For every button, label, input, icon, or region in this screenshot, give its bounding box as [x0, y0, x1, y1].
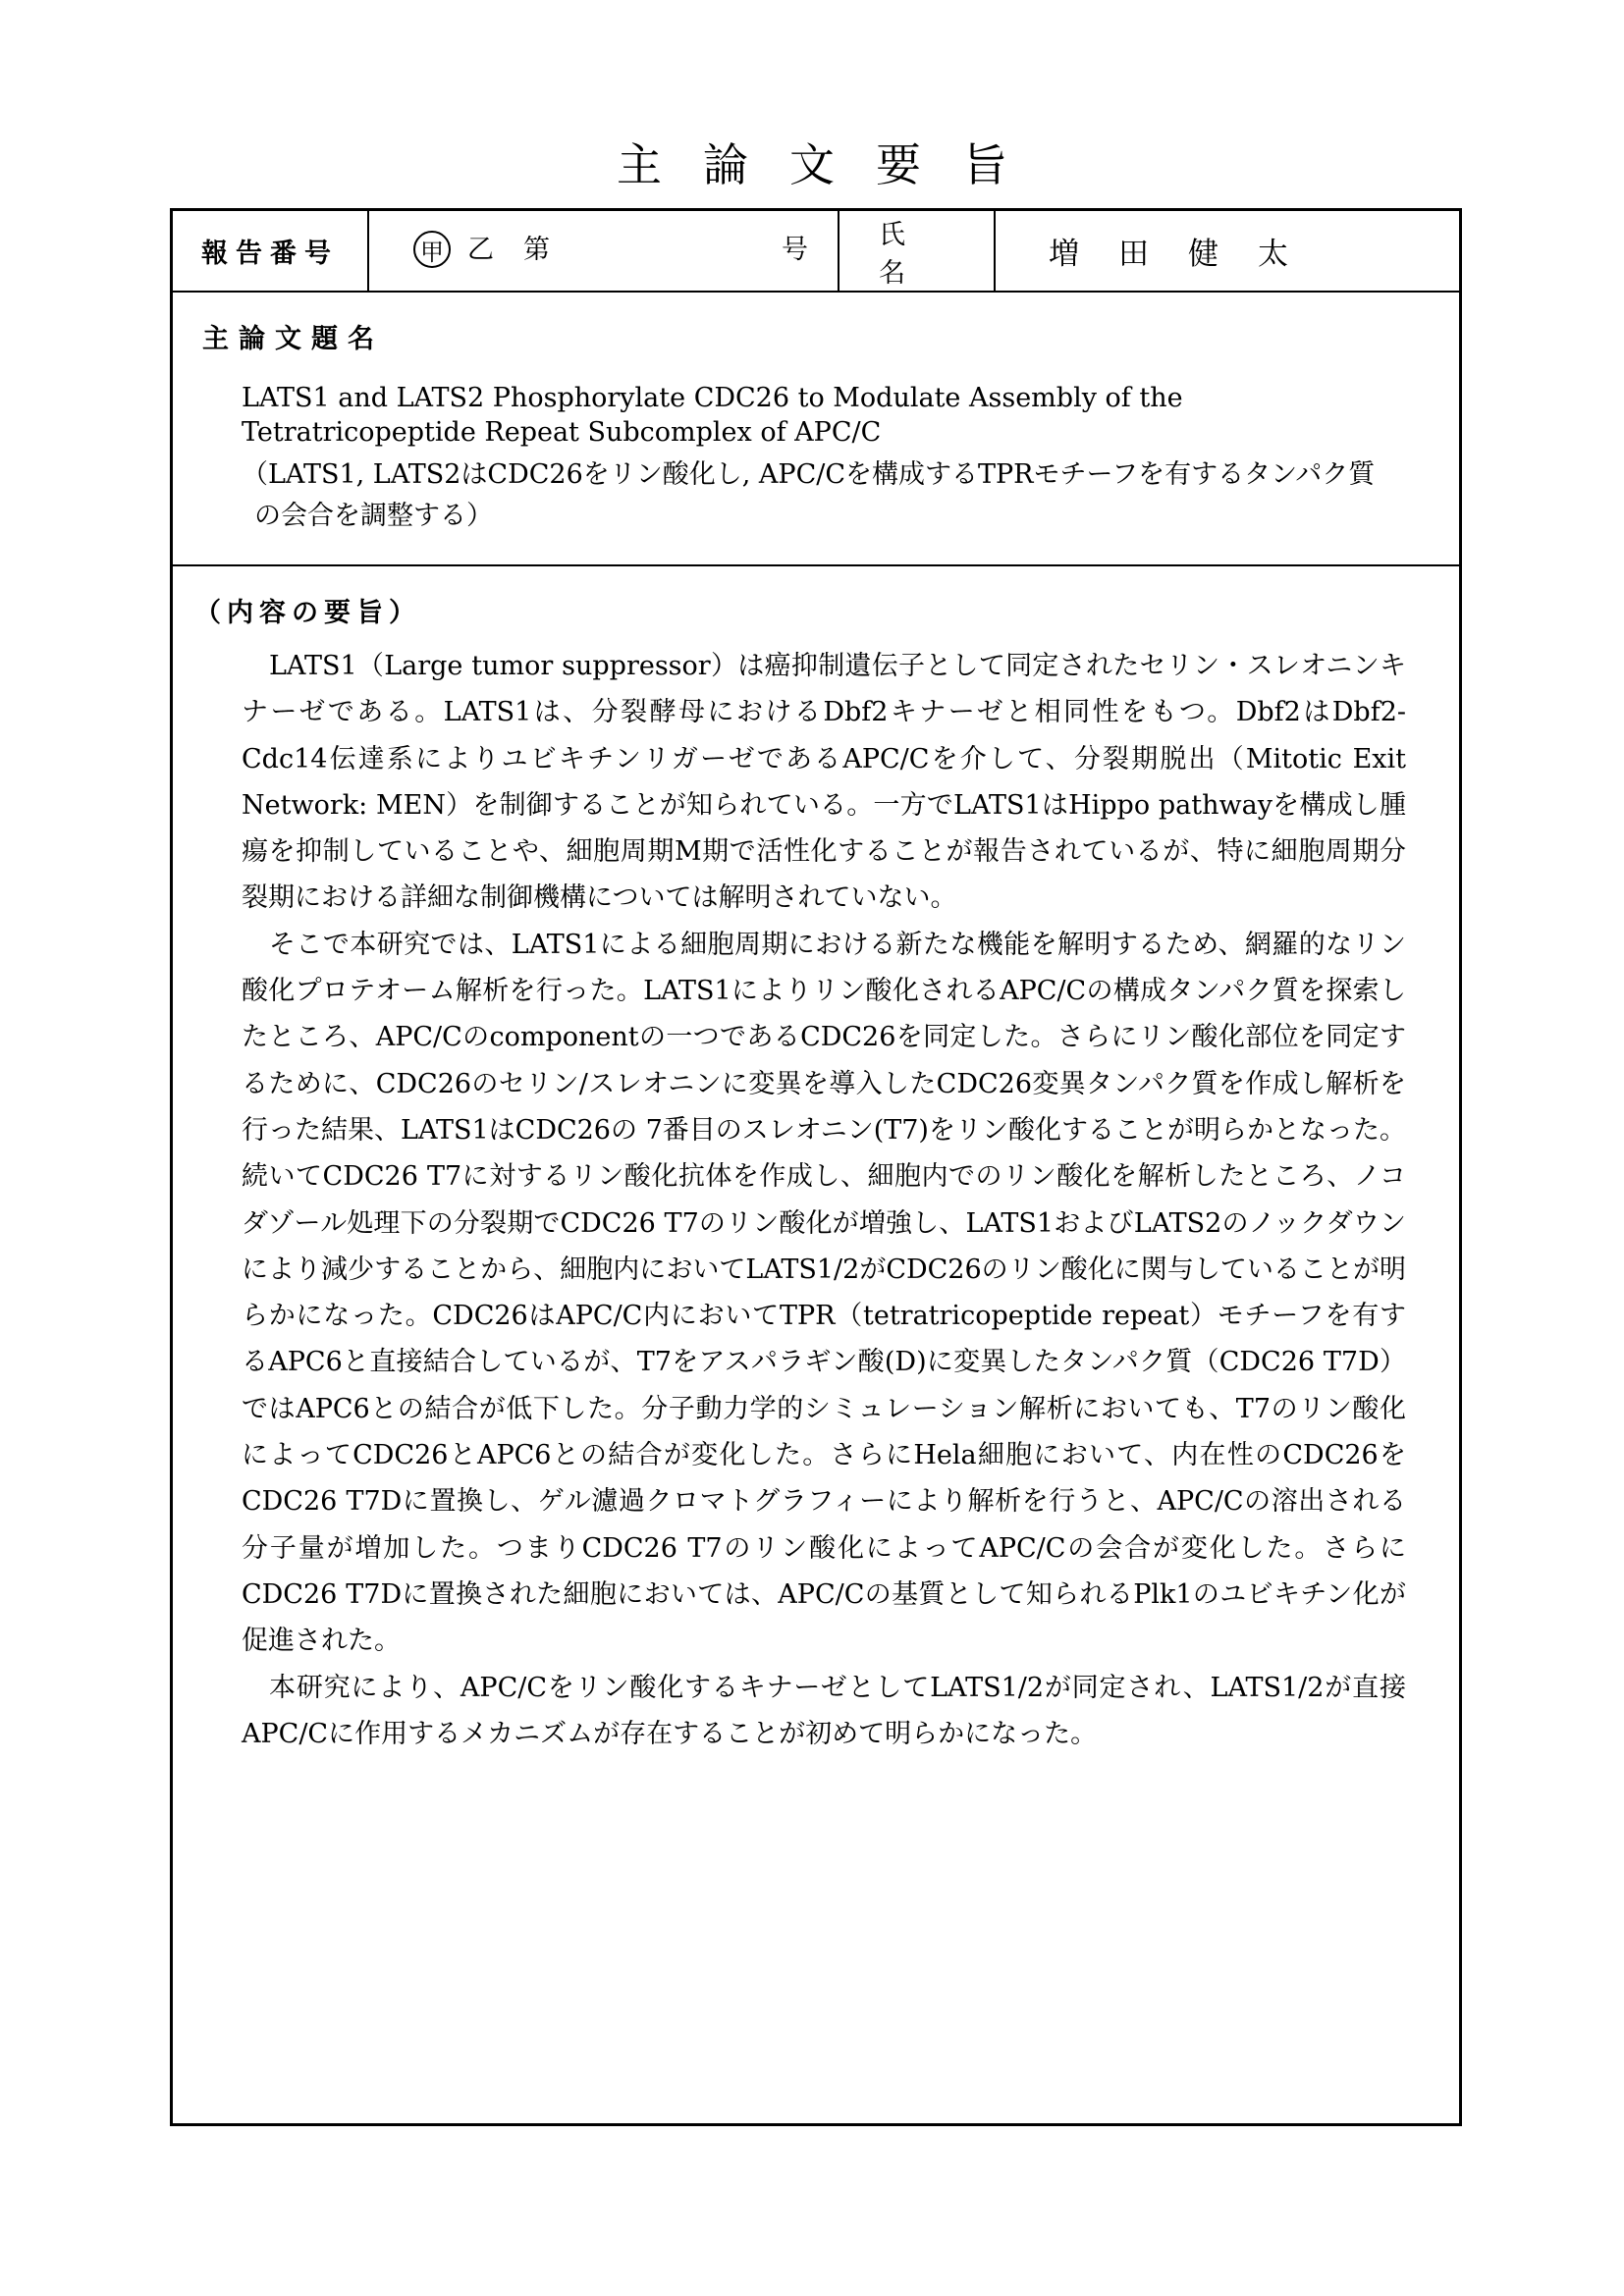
thesis-title-section: [173, 293, 1459, 566]
summary-label: （内容の要旨）: [194, 598, 421, 628]
thesis-title-japanese: （LATS1, LATS2はCDC26をリン酸化し, APC/Cを構成するTPRモチーフを有するタンパク質の会合を調整する）: [242, 459, 1376, 531]
summary-section: [173, 566, 1459, 2123]
otsu-mark: 乙: [467, 235, 494, 265]
report-number-cell: [369, 211, 839, 291]
summary-body: [242, 643, 1406, 1757]
document-title: 主論文要旨: [617, 138, 1049, 191]
dai-label: 第: [523, 235, 550, 265]
author-name: 増田健太: [1049, 237, 1327, 272]
thesis-title-label: 主論文題名: [202, 324, 384, 354]
kou-circled-mark: 甲: [413, 231, 451, 268]
summary-paragraph: LATS1（Large tumor suppressor）は癌抑制遺伝子として同定されたセリン・スレオニンキナーゼである。LATS1は、分裂酵母におけるDbf2キナーゼと相同性をもつ。Dbf2はDbf2-Cdc14伝達系によりユビキチンリガーゼであるAPC/Cを介して、分裂期脱出（Mitotic Exit Network: MEN）を制御することが知られている。一方でLATS1はHippo pathwayを構成し腫瘍を抑制していることや、細胞周期M期で活性化することが報告されているが、特に細胞周期分裂期における詳細な制御機構については解明されていない。: [242, 651, 1406, 914]
name-label: 氏名: [839, 211, 996, 291]
go-label: 号: [782, 235, 808, 265]
form-frame: [170, 208, 1462, 2126]
report-number-label: 報告番号: [173, 211, 369, 291]
header-row: [173, 211, 1459, 293]
thesis-title-english: LATS1 and LATS2 Phosphorylate CDC26 to Modulate Assembly of the Tetratricopeptide Repeat Subcomplex of APC/C: [242, 383, 1183, 448]
summary-paragraph: そこで本研究では、LATS1による細胞周期における新たな機能を解明するため、網羅的なリン酸化プロテオーム解析を行った。LATS1によりリン酸化されるAPC/Cの構成タンパク質を探索したところ、APC/Cのcomponentの一つであるCDC26を同定した。さらにリン酸化部位を同定するために、CDC26のセリン/スレオニンに変異を導入したCDC26変異タンパク質を作成し解析を行った結果、LATS1はCDC26の 7番目のスレオニン(T7)をリン酸化することが明らかとなった。続いてCDC26 T7に対するリン酸化抗体を作成し、細胞内でのリン酸化を解析したところ、ノコダゾール処理下の分裂期でCDC26 T7のリン酸化が増強し、LATS1およびLATS2のノックダウンにより減少することから、細胞内においてLATS1/2がCDC26のリン酸化に関与していることが明らかになった。CDC26はAPC/C内においてTPR（tetratricopeptide repeat）モチーフを有するAPC6と直接結合しているが、T7をアスパラギン酸(D)に変異したタンパク質（CDC26 T7D）ではAPC6との結合が低下した。分子動力学的シミュレーション解析においても、T7のリン酸化によってCDC26とAPC6との結合が変化した。さらにHela細胞において、内在性のCDC26をCDC26 T7Dに置換し、ゲル濾過クロマトグラフィーにより解析を行うと、APC/Cの溶出される分子量が増加した。つまりCDC26 T7のリン酸化によってAPC/Cの会合が変化した。さらにCDC26 T7Dに置換された細胞においては、APC/Cの基質として知られるPlk1のユビキチン化が促進された。: [242, 929, 1406, 1657]
summary-paragraph: 本研究により、APC/Cをリン酸化するキナーゼとしてLATS1/2が同定され、LATS1/2が直接APC/Cに作用するメカニズムが存在することが初めて明らかになった。: [242, 1672, 1406, 1749]
